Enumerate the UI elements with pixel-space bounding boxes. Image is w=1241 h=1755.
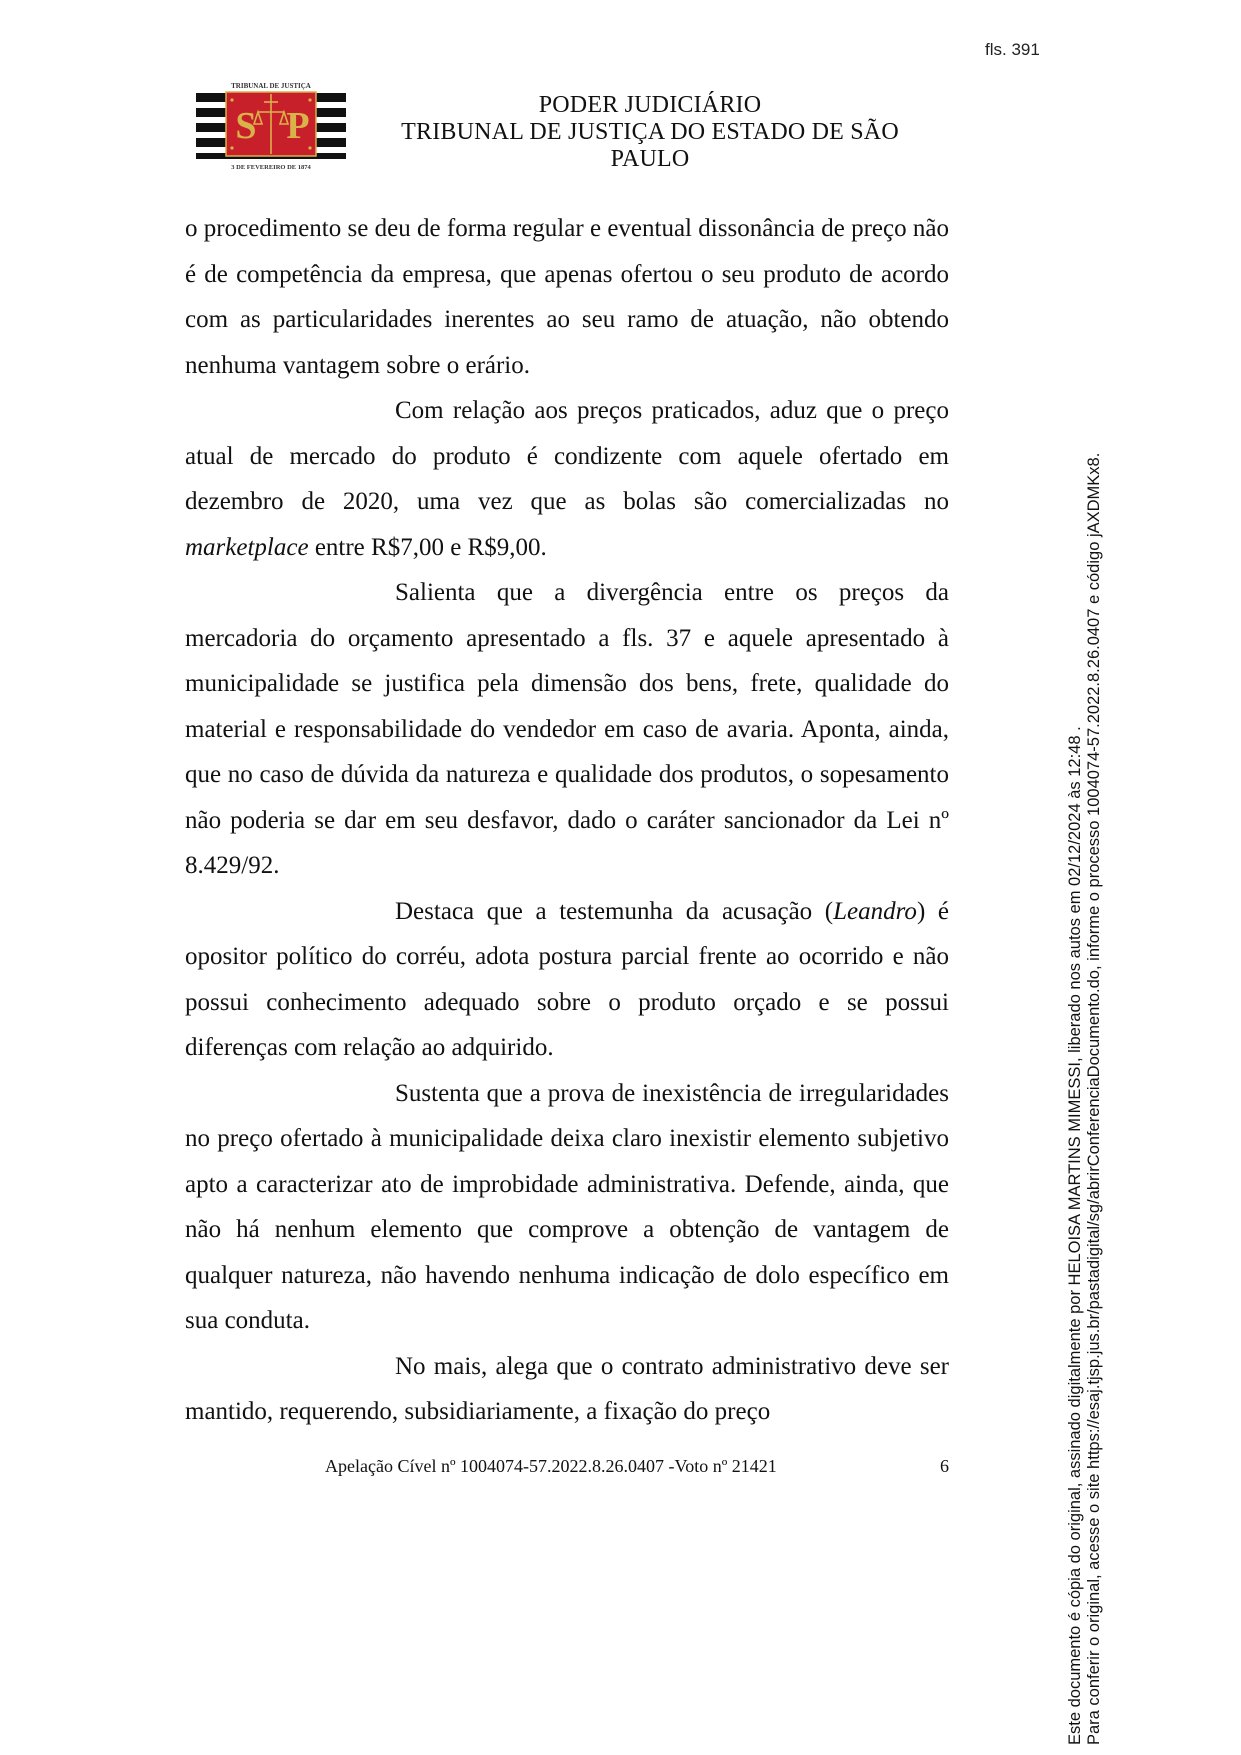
document-body	[185, 206, 949, 1435]
logo-letter-p: P	[286, 105, 310, 147]
paragraph-4-italic: Leandro	[833, 897, 917, 925]
verification-note	[1066, 235, 1104, 1745]
logo-letter-s: S	[235, 105, 257, 147]
page-marker: fls. 391	[985, 40, 1040, 59]
paragraph-4	[185, 889, 949, 1071]
paragraph-2-main: Com relação aos preços praticados, aduz que o preço atual de mercado do produto é condizente com aquele ofertado em dezembro de 2020, uma vez que as bolas são comercializadas no	[185, 397, 949, 515]
header-line-1: PODER JUDICIÁRIO	[538, 92, 762, 118]
paragraph-4-head: Destaca que a testemunha da acusação (	[395, 897, 834, 925]
case-reference: Apelação Cível nº 1004074-57.2022.8.26.0407 -Voto nº 21421	[325, 1456, 777, 1476]
paragraph-6: No mais, alega que o contrato administrativo deve ser mantido, requerendo, subsidiariamente, a fixação do preço	[185, 1352, 949, 1425]
paragraph-2	[185, 388, 949, 570]
paragraph-2-italic: marketplace	[185, 533, 309, 561]
header-line-2: TRIBUNAL DE JUSTIÇA DO ESTADO DE SÃO PAULO	[401, 119, 899, 172]
verification-line-2: Para conferir o original, acesse o site https://esaj.tjsp.jus.br/pastadigital/sg/abrirConferenciaDocumento.do, informe o processo 1004074-57.2022.8.26.0407 e código jAXDMKx8.	[1085, 452, 1103, 1745]
paragraph-5: Sustenta que a prova de inexistência de irregularidades no preço ofertado à municipalidade deixa claro inexistir elemento subjetivo apto a caracterizar ato de improbidade administrativa. Defende, ainda, que não há nenhum elemento que comprove a obtenção de vantagem de qualquer natureza, não havendo nenhuma indicação de dolo específico em sua conduta.	[185, 1079, 949, 1334]
paragraph-2-tail: entre R$7,00 e R$9,00.	[308, 533, 547, 561]
court-header	[360, 92, 940, 173]
paragraph-1: o procedimento se deu de forma regular e eventual dissonância de preço não é de competência da empresa, que apenas ofertou o seu produto de acordo com as particularidades inerentes ao seu ramo de atuação, não obtendo nenhuma vantagem sobre o erário.	[185, 215, 949, 379]
logo-top-text: TRIBUNAL DE JUSTIÇA	[231, 82, 311, 90]
paragraph-3: Salienta que a divergência entre os preços da mercadoria do orçamento apresentado a fls. 37 e aquele apresentado à municipalidade se justifica pela dimensão dos bens, frete, qualidade do material e responsabilidade do vendedor em caso de avaria. Aponta, ainda, que no caso de dúvida da natureza e qualidade dos produtos, o sopesamento não poderia se dar em seu desfavor, dado o caráter sancionador da Lei nº 8.429/92.	[185, 579, 949, 879]
logo-bottom-text: 3 DE FEVEREIRO DE 1874	[231, 164, 311, 171]
paragraph-4-tail: ) é opositor político do corréu, adota postura parcial frente ao ocorrido e não possui conhecimento adequado sobre o produto orçado e se possui diferenças com relação ao adquirido.	[185, 897, 949, 1061]
tjsp-logo	[196, 80, 346, 172]
verification-line-1: Este documento é cópia do original, assinado digitalmente por HELOISA MARTINS MIMESSI, liberado nos autos em 02/12/2024 às 12:48 .	[1066, 726, 1084, 1745]
page-number: 6	[940, 1456, 949, 1476]
